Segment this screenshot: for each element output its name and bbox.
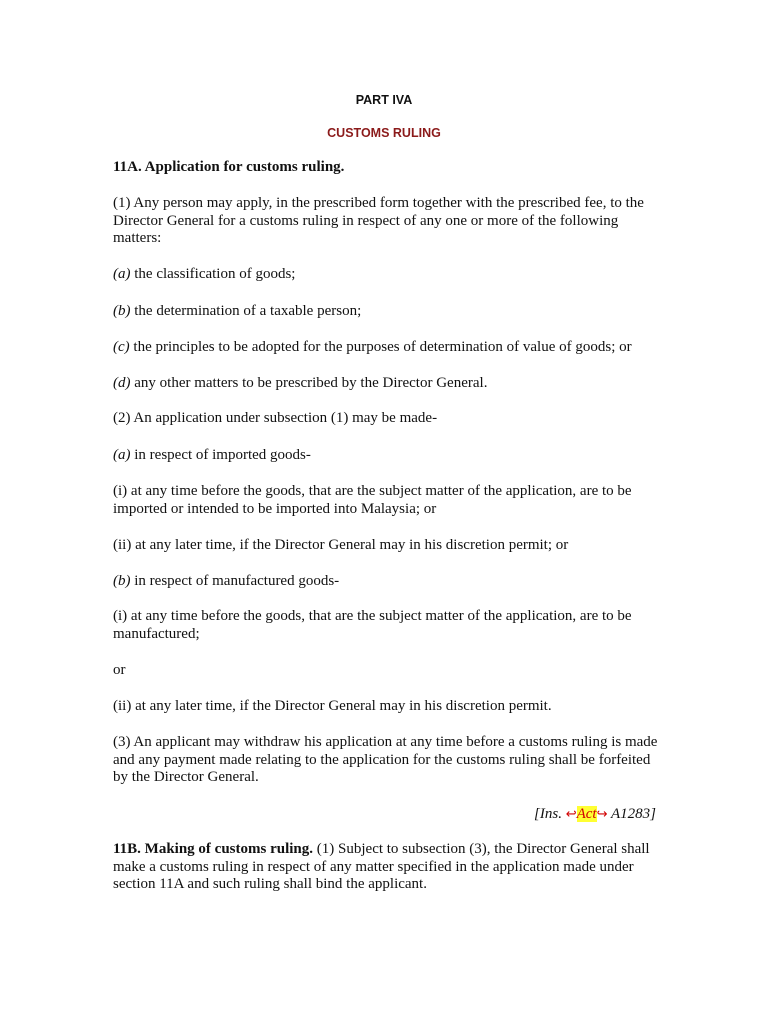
part-subtitle: CUSTOMS RULING	[327, 126, 441, 140]
item-d	[113, 375, 658, 393]
part-title: PART IVA	[355, 93, 413, 107]
item-d-text: any other matters to be prescribed by the Director General.	[130, 375, 488, 391]
item-a-text: the classification of goods;	[130, 266, 296, 282]
insertion-note-suffix: A1283]	[607, 806, 656, 822]
section-11a-paragraph-1: (1) Any person may apply, in the prescribed form together with the prescribed fee, to the Director General for a customs ruling in respect of any one or more of the following matters:	[113, 195, 644, 246]
item-2b-ii: (ii) at any later time, if the Director General may in his discretion permit.	[113, 698, 552, 714]
item-2a-i: (i) at any time before the goods, that are the subject matter of the application, are to be imported or intended to be imported into Malaysia; or	[113, 483, 632, 517]
section-11a-paragraph-3: (3) An applicant may withdraw his application at any time before a customs ruling is made and any payment made relating to the application for the customs ruling shall be forfeited by the Director General.	[113, 734, 658, 785]
item-b-label: (b)	[113, 303, 131, 319]
item-b-text: the determination of a taxable person;	[130, 303, 362, 319]
insertion-note	[113, 805, 656, 824]
item-c-label: (c)	[113, 339, 130, 355]
item-2a-label: (a)	[113, 447, 131, 463]
item-2a-text: in respect of imported goods-	[130, 447, 311, 463]
insertion-note-prefix: [Ins.	[534, 806, 566, 822]
item-b	[113, 303, 658, 321]
section-11b-text: (1) Subject to subsection (3), the Director General shall make a customs ruling in respect of any matter specified in the application made under section 11A and such ruling shall bind the applicant.	[113, 841, 650, 892]
revision-right-arrow-icon: ↪	[596, 806, 608, 821]
item-a-label: (a)	[113, 266, 131, 282]
item-c-text: the principles to be adopted for the purposes of determination of value of goods; or	[129, 339, 632, 355]
item-a	[113, 266, 658, 284]
item-2b	[113, 573, 658, 591]
insertion-note-act: Act	[576, 806, 597, 822]
item-2b-text: in respect of manufactured goods-	[130, 573, 340, 589]
item-c	[113, 339, 658, 357]
item-2a-ii: (ii) at any later time, if the Director General may in his discretion permit; or	[113, 537, 569, 553]
item-2a	[113, 447, 658, 465]
item-d-label: (d)	[113, 375, 131, 391]
item-2b-label: (b)	[113, 573, 131, 589]
item-2b-i: (i) at any time before the goods, that are the subject matter of the application, are to be manufactured;	[113, 608, 632, 642]
section-11a-paragraph-2: (2) An application under subsection (1) may be made-	[113, 410, 438, 426]
section-11b	[113, 841, 658, 894]
revision-left-arrow-icon: ↩	[565, 806, 577, 821]
section-11b-heading: 11B. Making of customs ruling.	[113, 841, 314, 857]
or-connector: or	[113, 662, 126, 678]
section-11a-heading: 11A. Application for customs ruling.	[113, 159, 345, 175]
